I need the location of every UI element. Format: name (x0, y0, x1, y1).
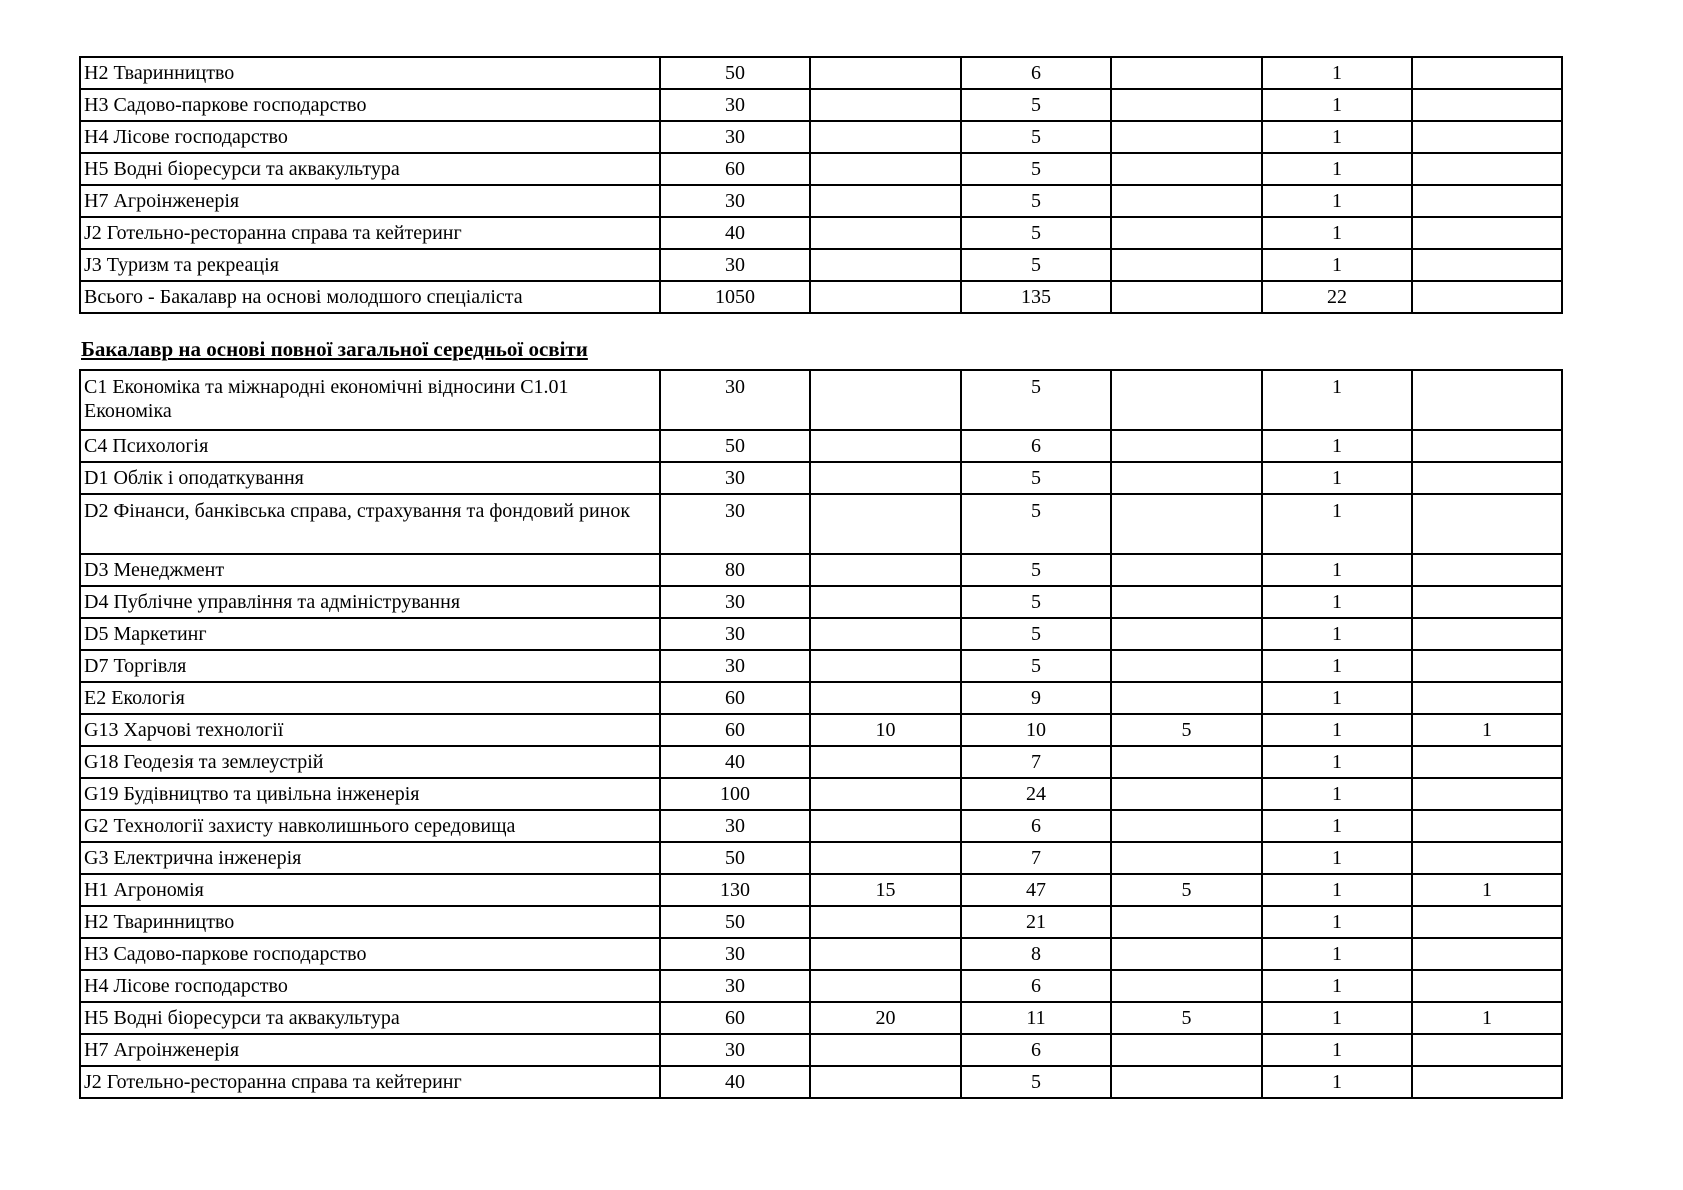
table-row (80, 494, 1562, 554)
table-row (80, 249, 1562, 281)
value-cell-c5: 1 (1262, 430, 1412, 462)
value-cell-c1: 1050 (660, 281, 810, 313)
value-cell-c3: 5 (961, 618, 1111, 650)
value-cell-c1: 130 (660, 874, 810, 906)
value-cell-c6 (1412, 185, 1562, 217)
value-cell-c3: 5 (961, 1066, 1111, 1098)
value-cell-c6 (1412, 430, 1562, 462)
value-cell-c5: 1 (1262, 778, 1412, 810)
table-top-body (80, 57, 1562, 313)
value-cell-c4 (1111, 462, 1262, 494)
row-name-cell: D7 Торгівля (80, 650, 660, 682)
value-cell-c1: 30 (660, 462, 810, 494)
value-cell-c4 (1111, 938, 1262, 970)
value-cell-c1: 50 (660, 842, 810, 874)
value-cell-c2 (810, 1034, 961, 1066)
value-cell-c1: 30 (660, 618, 810, 650)
row-name-cell: C1 Економіка та міжнародні економічні відносини C1.01 Економіка (80, 370, 660, 430)
value-cell-c2 (810, 121, 961, 153)
value-cell-c3: 6 (961, 57, 1111, 89)
value-cell-c3: 5 (961, 89, 1111, 121)
value-cell-c2 (810, 89, 961, 121)
value-cell-c3: 5 (961, 185, 1111, 217)
value-cell-c6 (1412, 554, 1562, 586)
row-name-cell: H7 Агроінженерія (80, 185, 660, 217)
value-cell-c3: 7 (961, 746, 1111, 778)
value-cell-c2 (810, 57, 961, 89)
value-cell-c5: 1 (1262, 370, 1412, 430)
value-cell-c6 (1412, 153, 1562, 185)
row-name-cell: J2 Готельно-ресторанна справа та кейтеринг (80, 217, 660, 249)
table-row (80, 185, 1562, 217)
table-row (80, 1066, 1562, 1098)
table-row (80, 970, 1562, 1002)
value-cell-c3: 6 (961, 970, 1111, 1002)
table-row (80, 554, 1562, 586)
value-cell-c4: 5 (1111, 714, 1262, 746)
row-name-cell: E2 Екологія (80, 682, 660, 714)
value-cell-c4: 5 (1111, 1002, 1262, 1034)
value-cell-c2 (810, 462, 961, 494)
value-cell-c1: 60 (660, 682, 810, 714)
value-cell-c1: 60 (660, 1002, 810, 1034)
value-cell-c1: 30 (660, 586, 810, 618)
value-cell-c1: 30 (660, 121, 810, 153)
value-cell-c4 (1111, 153, 1262, 185)
section-title: Бакалавр на основі повної загальної середньої освіти (81, 337, 588, 361)
value-cell-c6 (1412, 1034, 1562, 1066)
value-cell-c5: 1 (1262, 89, 1412, 121)
row-name-cell: D1 Облік і оподаткування (80, 462, 660, 494)
value-cell-c5: 1 (1262, 842, 1412, 874)
table-row (80, 462, 1562, 494)
table-row (80, 1002, 1562, 1034)
row-name-cell: H5 Водні біоресурси та аквакультура (80, 153, 660, 185)
value-cell-c4 (1111, 1034, 1262, 1066)
value-cell-c3: 135 (961, 281, 1111, 313)
table-row (80, 430, 1562, 462)
value-cell-c3: 10 (961, 714, 1111, 746)
value-cell-c5: 1 (1262, 650, 1412, 682)
row-name-cell: D2 Фінанси, банківська справа, страхування та фондовий ринок (80, 494, 660, 554)
value-cell-c3: 6 (961, 430, 1111, 462)
table-bottom-body (80, 370, 1562, 1098)
value-cell-c4 (1111, 1066, 1262, 1098)
value-cell-c1: 50 (660, 57, 810, 89)
table-row (80, 874, 1562, 906)
value-cell-c1: 30 (660, 494, 810, 554)
value-cell-c4 (1111, 586, 1262, 618)
value-cell-c5: 1 (1262, 714, 1412, 746)
value-cell-c4 (1111, 778, 1262, 810)
value-cell-c5: 1 (1262, 153, 1412, 185)
table-row (80, 810, 1562, 842)
value-cell-c5: 1 (1262, 586, 1412, 618)
value-cell-c6 (1412, 57, 1562, 89)
value-cell-c6 (1412, 217, 1562, 249)
row-name-cell: G19 Будівництво та цивільна інженерія (80, 778, 660, 810)
row-name-cell: H2 Тваринництво (80, 57, 660, 89)
table-row (80, 57, 1562, 89)
value-cell-c2 (810, 746, 961, 778)
value-cell-c6 (1412, 746, 1562, 778)
value-cell-c5: 1 (1262, 682, 1412, 714)
value-cell-c1: 60 (660, 153, 810, 185)
value-cell-c2 (810, 554, 961, 586)
table-row (80, 89, 1562, 121)
value-cell-c1: 80 (660, 554, 810, 586)
value-cell-c5: 1 (1262, 121, 1412, 153)
value-cell-c4 (1111, 89, 1262, 121)
value-cell-c5: 1 (1262, 185, 1412, 217)
value-cell-c4 (1111, 554, 1262, 586)
value-cell-c5: 1 (1262, 249, 1412, 281)
value-cell-c5: 1 (1262, 746, 1412, 778)
value-cell-c5: 1 (1262, 462, 1412, 494)
value-cell-c4 (1111, 281, 1262, 313)
value-cell-c3: 47 (961, 874, 1111, 906)
value-cell-c6 (1412, 778, 1562, 810)
table-row (80, 938, 1562, 970)
row-name-cell: H3 Садово-паркове господарство (80, 938, 660, 970)
value-cell-c2 (810, 217, 961, 249)
row-name-cell: D5 Маркетинг (80, 618, 660, 650)
row-name-cell: H7 Агроінженерія (80, 1034, 660, 1066)
value-cell-c2 (810, 281, 961, 313)
value-cell-c6 (1412, 89, 1562, 121)
value-cell-c6 (1412, 970, 1562, 1002)
value-cell-c3: 5 (961, 217, 1111, 249)
value-cell-c6: 1 (1412, 874, 1562, 906)
value-cell-c2 (810, 810, 961, 842)
row-name-cell: H2 Тваринництво (80, 906, 660, 938)
value-cell-c1: 30 (660, 970, 810, 1002)
value-cell-c3: 5 (961, 370, 1111, 430)
value-cell-c6 (1412, 494, 1562, 554)
value-cell-c6 (1412, 810, 1562, 842)
value-cell-c3: 5 (961, 650, 1111, 682)
value-cell-c3: 5 (961, 494, 1111, 554)
value-cell-c2 (810, 970, 961, 1002)
row-name-cell: J3 Туризм та рекреація (80, 249, 660, 281)
value-cell-c2 (810, 778, 961, 810)
value-cell-c3: 5 (961, 586, 1111, 618)
table-row (80, 1034, 1562, 1066)
table-row (80, 682, 1562, 714)
value-cell-c2: 10 (810, 714, 961, 746)
value-cell-c4 (1111, 121, 1262, 153)
value-cell-c4 (1111, 810, 1262, 842)
value-cell-c4 (1111, 970, 1262, 1002)
row-name-cell: D3 Менеджмент (80, 554, 660, 586)
value-cell-c5: 1 (1262, 938, 1412, 970)
value-cell-c4: 5 (1111, 874, 1262, 906)
table-row (80, 153, 1562, 185)
row-name-cell: H3 Садово-паркове господарство (80, 89, 660, 121)
value-cell-c2 (810, 650, 961, 682)
value-cell-c2 (810, 185, 961, 217)
value-cell-c6 (1412, 906, 1562, 938)
row-name-cell: C4 Психологія (80, 430, 660, 462)
value-cell-c6 (1412, 370, 1562, 430)
value-cell-c3: 7 (961, 842, 1111, 874)
value-cell-c2 (810, 682, 961, 714)
value-cell-c3: 5 (961, 121, 1111, 153)
value-cell-c4 (1111, 57, 1262, 89)
value-cell-c5: 1 (1262, 874, 1412, 906)
value-cell-c5: 1 (1262, 1034, 1412, 1066)
table-row (80, 618, 1562, 650)
value-cell-c4 (1111, 370, 1262, 430)
value-cell-c4 (1111, 185, 1262, 217)
value-cell-c6 (1412, 1066, 1562, 1098)
value-cell-c1: 30 (660, 1034, 810, 1066)
value-cell-c1: 60 (660, 714, 810, 746)
value-cell-c6 (1412, 281, 1562, 313)
value-cell-c1: 50 (660, 906, 810, 938)
row-name-cell: G13 Харчові технології (80, 714, 660, 746)
table-row (80, 842, 1562, 874)
value-cell-c1: 100 (660, 778, 810, 810)
value-cell-c2 (810, 370, 961, 430)
value-cell-c1: 30 (660, 249, 810, 281)
value-cell-c2 (810, 153, 961, 185)
table-row (80, 746, 1562, 778)
value-cell-c4 (1111, 650, 1262, 682)
value-cell-c2 (810, 618, 961, 650)
row-name-cell: D4 Публічне управління та адміністрування (80, 586, 660, 618)
row-name-cell: Всього - Бакалавр на основі молодшого спеціаліста (80, 281, 660, 313)
value-cell-c3: 5 (961, 462, 1111, 494)
value-cell-c1: 40 (660, 1066, 810, 1098)
value-cell-c6 (1412, 682, 1562, 714)
table-row (80, 121, 1562, 153)
value-cell-c1: 30 (660, 370, 810, 430)
value-cell-c1: 30 (660, 938, 810, 970)
value-cell-c3: 24 (961, 778, 1111, 810)
value-cell-c3: 21 (961, 906, 1111, 938)
value-cell-c6 (1412, 650, 1562, 682)
value-cell-c2 (810, 938, 961, 970)
value-cell-c3: 5 (961, 153, 1111, 185)
table-row (80, 778, 1562, 810)
value-cell-c5: 1 (1262, 810, 1412, 842)
value-cell-c6 (1412, 462, 1562, 494)
value-cell-c5: 1 (1262, 554, 1412, 586)
value-cell-c3: 6 (961, 810, 1111, 842)
value-cell-c1: 40 (660, 217, 810, 249)
value-cell-c5: 1 (1262, 217, 1412, 249)
value-cell-c1: 30 (660, 650, 810, 682)
value-cell-c3: 9 (961, 682, 1111, 714)
value-cell-c5: 1 (1262, 1066, 1412, 1098)
value-cell-c1: 30 (660, 810, 810, 842)
value-cell-c5: 1 (1262, 494, 1412, 554)
value-cell-c6 (1412, 618, 1562, 650)
value-cell-c2 (810, 842, 961, 874)
value-cell-c2 (810, 586, 961, 618)
value-cell-c6 (1412, 249, 1562, 281)
table-top (79, 56, 1563, 314)
table-row (80, 650, 1562, 682)
value-cell-c1: 30 (660, 185, 810, 217)
value-cell-c4 (1111, 906, 1262, 938)
value-cell-c6: 1 (1412, 714, 1562, 746)
value-cell-c2 (810, 249, 961, 281)
table-row (80, 370, 1562, 430)
value-cell-c6 (1412, 938, 1562, 970)
value-cell-c3: 11 (961, 1002, 1111, 1034)
row-name-cell: H1 Агрономія (80, 874, 660, 906)
value-cell-c4 (1111, 217, 1262, 249)
value-cell-c2 (810, 906, 961, 938)
value-cell-c6 (1412, 121, 1562, 153)
value-cell-c4 (1111, 494, 1262, 554)
row-name-cell: J2 Готельно-ресторанна справа та кейтеринг (80, 1066, 660, 1098)
value-cell-c2 (810, 1066, 961, 1098)
value-cell-c2: 20 (810, 1002, 961, 1034)
value-cell-c2 (810, 494, 961, 554)
row-name-cell: G3 Електрична інженерія (80, 842, 660, 874)
table-row (80, 586, 1562, 618)
value-cell-c1: 40 (660, 746, 810, 778)
table-row (80, 281, 1562, 313)
value-cell-c4 (1111, 249, 1262, 281)
table-row (80, 217, 1562, 249)
value-cell-c5: 1 (1262, 970, 1412, 1002)
value-cell-c5: 1 (1262, 618, 1412, 650)
table-row (80, 906, 1562, 938)
value-cell-c4 (1111, 618, 1262, 650)
table-bottom (79, 369, 1563, 1099)
value-cell-c5: 1 (1262, 1002, 1412, 1034)
value-cell-c3: 5 (961, 554, 1111, 586)
value-cell-c5: 1 (1262, 906, 1412, 938)
value-cell-c6: 1 (1412, 1002, 1562, 1034)
value-cell-c6 (1412, 842, 1562, 874)
value-cell-c3: 6 (961, 1034, 1111, 1066)
row-name-cell: H4 Лісове господарство (80, 970, 660, 1002)
value-cell-c2: 15 (810, 874, 961, 906)
row-name-cell: G18 Геодезія та землеустрій (80, 746, 660, 778)
table-row (80, 714, 1562, 746)
value-cell-c1: 50 (660, 430, 810, 462)
value-cell-c1: 30 (660, 89, 810, 121)
value-cell-c5: 1 (1262, 57, 1412, 89)
value-cell-c3: 5 (961, 249, 1111, 281)
row-name-cell: G2 Технології захисту навколишнього середовища (80, 810, 660, 842)
value-cell-c4 (1111, 842, 1262, 874)
value-cell-c4 (1111, 746, 1262, 778)
value-cell-c6 (1412, 586, 1562, 618)
row-name-cell: H5 Водні біоресурси та аквакультура (80, 1002, 660, 1034)
value-cell-c4 (1111, 430, 1262, 462)
value-cell-c5: 22 (1262, 281, 1412, 313)
row-name-cell: H4 Лісове господарство (80, 121, 660, 153)
value-cell-c3: 8 (961, 938, 1111, 970)
value-cell-c4 (1111, 682, 1262, 714)
value-cell-c2 (810, 430, 961, 462)
